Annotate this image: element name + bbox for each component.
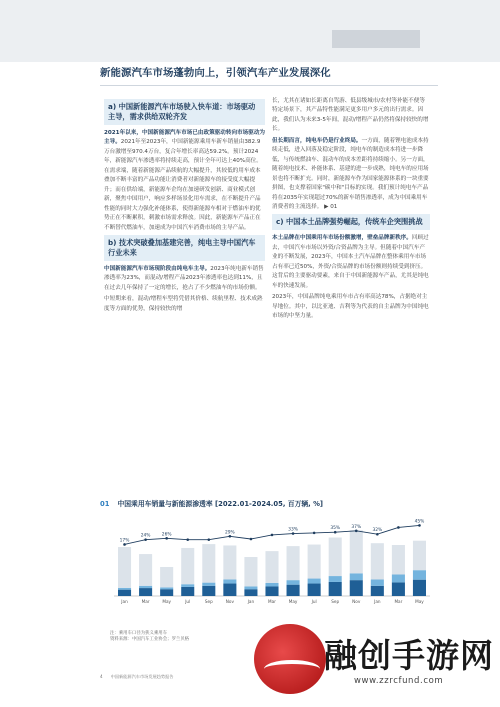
x-tick-label: Jan [121,599,128,604]
line-point [208,538,211,541]
paragraph [104,265,265,293]
line-point [165,537,168,540]
bar-segment [287,546,300,580]
bar-segment [371,579,384,585]
section-a-heading: a) 中国新能源汽车市场驶入快车道：市场驱动主导，需求供给双轮齐发 [104,99,265,125]
watermark-logo [254,624,500,694]
line-point [250,538,253,541]
x-tick-label: Jul [311,599,317,604]
line-point [123,543,126,546]
line-point [397,526,400,529]
page-footer [100,674,174,680]
data-label: 24% [140,533,151,539]
x-tick-label: Nov [225,599,234,604]
bar-segment [413,570,426,580]
line-point [271,534,274,537]
line-point [292,532,295,535]
logo-mark-icon [254,624,326,694]
lead-sentence: 中国新能源汽车市场现阶段由纯电车主导。 [104,265,211,272]
line-point [376,533,379,536]
header-band [0,0,500,62]
data-label: 33% [288,527,298,533]
bar-segment [350,530,363,573]
chart-number: 01 [100,500,110,508]
bar-segment [244,557,257,586]
paragraph [272,234,430,291]
chart-title: 中国乘用车销量与新能源渗透率 [2022.01-2024.05, 百万辆, %] [117,500,324,508]
line-point [313,532,316,535]
bar-segment [202,586,215,596]
bar-segment [329,538,342,577]
paragraph [104,129,265,233]
section-b-heading: b) 技术突破叠加基建完善，纯电主导中国汽车行业未来 [104,235,265,261]
x-tick-label: Jul [185,599,191,604]
chart-source [110,630,189,642]
bar-segment [139,586,152,588]
watermark-url: www.zzrcfund.com [354,676,444,686]
bar-segment [308,545,321,579]
lead-sentence: 但长期而言，纯电车仍是行业终局。 [272,137,362,144]
line-point [144,538,147,541]
lead-sentence: 本土品牌在中国乘用车市场份额激增，壁垒品牌新秩序。 [272,235,412,242]
bar-segment [287,585,300,596]
figure-reference: ▶ 01 [324,203,338,210]
bar-segment [139,554,152,586]
data-label: 32% [372,528,383,534]
x-tick-label: Mar [268,599,276,604]
bar-segment [413,541,426,570]
lead-sentence: 2021年以来，中国新能源汽车市场已由政策驱动转向市场驱动为主导。 [104,130,266,146]
line-point [186,538,189,541]
paragraph: 长，尤其在诸如长距离自驾游、低县级城市/农村等补能不便等特定场景下，其产品特性能满足更多用户多元的出行需求。因此，我们认为未来3-5年间，混动/增程产品仍然将保持较快的增长。 [272,98,429,133]
bar-segment [392,545,405,574]
x-tick-label: Mar [141,599,150,604]
bar-segment [371,543,384,579]
bar-segment [181,587,194,596]
title-divider [100,85,438,86]
bar-segment [308,584,321,596]
bar-segment [181,584,194,587]
sales-chart [100,498,438,610]
bar-segment [118,590,131,596]
x-tick-label: Sep [204,599,213,604]
bar-segment [244,589,257,596]
bar-segment [160,567,173,587]
paragraph-text: 2023年纯电新车销售渗透率为23%，而混动/增程产品2023年渗透率也达到11%，且在过去几年保持了一定的增长，抢占了不少燃油车的市场份额。 [104,265,264,291]
paragraph-text: 一方面，随着锂电池成本持续走低，进入回落及稳定阶段，纯电车的制造成本将进一步降低，与传统燃油车、混动车的成本差距将持续缩小。另一方面，随着纯电技术、补能体系、基建的进一步成熟，纯电车的应用场景也将不断扩充。同时，新能源车作为国家能源体系的一块重要拼图，也支撑着国家"碳中和"目标的实现。我们预计纯电车产品将在2035年实现超过70%的新车销售渗透率，成为中国乘用车消费者的主流选择。 [272,137,429,210]
watermark-name: 融创手游网 [324,636,494,675]
right-column [272,97,430,324]
chart-header [100,498,438,512]
chart-note: 注：乘用车口径为狭义乘用车 [110,631,168,636]
data-label: 45% [414,519,425,525]
x-tick-label: Mar [394,599,403,604]
bar-segment [160,589,173,596]
x-tick-label: May [162,599,172,604]
bar-segment [392,582,405,596]
chart-source-text: 资料来源：中国汽车工业协会；罗兰贝格 [110,637,190,642]
bar-segment [413,580,426,596]
x-tick-label: May [415,599,424,604]
bar-segment [329,576,342,582]
bar-segment [371,586,384,596]
bar-segment [329,582,342,596]
page-title: 新能源汽车市场蓬勃向上，引领汽车产业发展深化 [100,67,331,79]
paragraph-text: 2021年至2023年，中国新能源乘用车新车销量由382.9万台激增至970.4万台，复合年增长率高达59.2%。预计2024年，新能源汽车渗透率将持续走高，预计全年可达上40%高位。在需求端，随着新能源产品续航的大幅提升，其较低的用车成本叠加不断丰富的产品功能让消费者对新能源车的接受度大幅提升；而在供给端，新能源车企均在加速研发创新、商业模式创新，聚焦中国用户，响应多样场景化用车需求，在不断提升产品性能的同时大力强化补能体系，使得新能源车相对于燃油车的优势正在不断累积，刺激市场需求释放。因此，新能源车产品正在不断替代燃油车，加速成为中国汽车消费市场的主导产品。 [104,139,262,231]
x-tick-label: Nov [352,599,361,604]
footer-text: 中国新能源汽车市场发展趋势报告 [110,674,174,679]
bar-segment [265,586,278,596]
paragraph-text: 回顾过去，中国汽车市场以外资/合资品牌为主导。但随着中国汽车产业的不断发展，2023年，中国本土汽车品牌在整体乘用车市场占有率已近50%，外资/合资品牌的市场份额则持续受到挤压。这背后的主要驱动要素，来自于中国新能源车产品，尤其是纯电车的快速发展。 [272,235,429,289]
line-point [418,524,421,527]
bar-segment [265,551,278,583]
bar-segment [308,579,321,584]
paragraph: 2023年，中国品牌纯电乘用车市占有率高达78%，占据绝对主导地位。其中，以比亚迪、吉利等为代表的自主品牌为中国纯电市场的中坚力量。 [272,294,429,320]
bar-segment [350,580,363,596]
header-graphic [332,30,420,48]
data-label: 35% [330,526,341,532]
bar-segment [392,574,405,582]
paragraph [272,137,430,213]
bar-segment [223,545,236,579]
paragraph: 中短期来看，混动/增程车型将凭借其价格、续航里程、技术成熟度等方面的优势，保持较快的增 [104,296,263,312]
bar-segment [223,579,236,583]
bar-segment [350,573,363,580]
bar-segment [181,548,194,584]
bar-segment [118,547,131,588]
line-point [355,530,358,533]
bar-segment [223,584,236,596]
chart-canvas [100,512,438,610]
bar-segment [202,583,215,586]
bar-segment [244,586,257,589]
data-label: 26% [161,532,172,538]
bar-segment [139,588,152,596]
bar-segment [202,544,215,583]
line-point [229,535,232,538]
line-point [334,531,337,534]
data-label: 37% [351,524,362,530]
x-tick-label: Jan [247,599,255,604]
bar-segment [118,588,131,590]
bar-segment [287,580,300,585]
x-tick-label: May [288,599,298,604]
data-label: 29% [224,530,235,536]
bar-segment [265,583,278,587]
section-c-heading: c) 中国本土品牌强势崛起，传统车企突围挑战 [272,214,430,230]
page-number: 4 [100,674,103,679]
data-label: 17% [119,538,130,544]
bar-segment [160,587,173,589]
left-column [104,97,265,316]
x-tick-label: Sep [331,599,340,604]
x-tick-label: Jan [374,599,381,604]
